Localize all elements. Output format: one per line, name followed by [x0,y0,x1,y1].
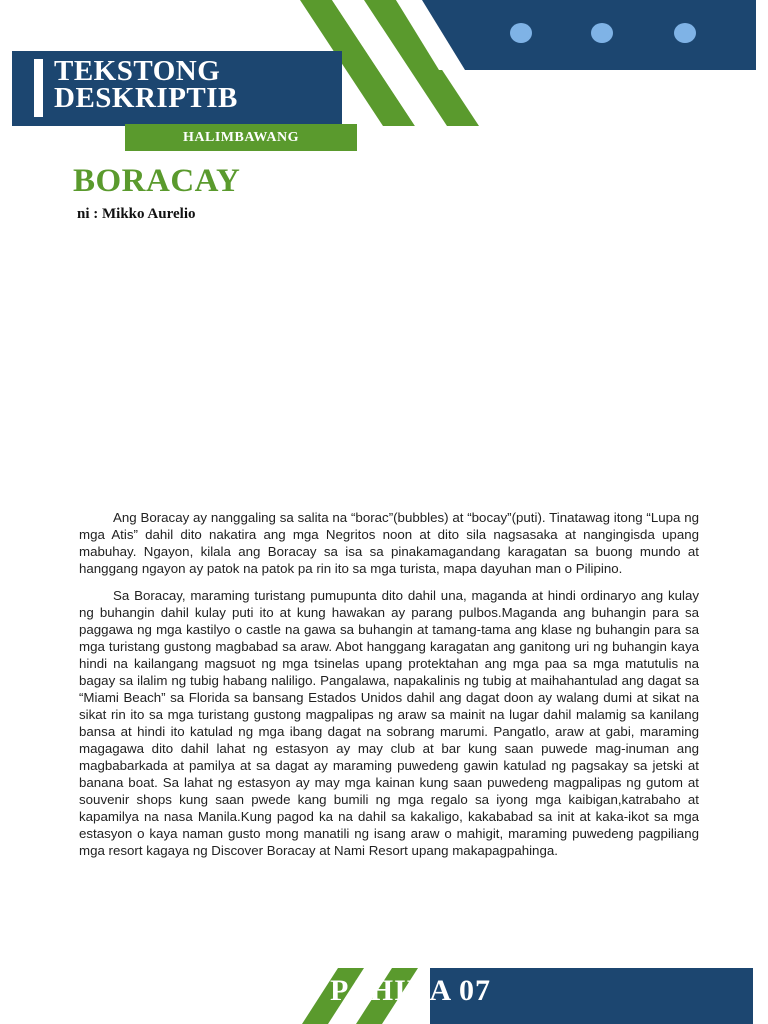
decorative-dot [591,23,613,43]
decorative-dot [510,23,532,43]
article-body [79,509,699,869]
document-title [54,55,238,114]
title-accent-bar [34,59,43,117]
article-title: BORACAY [73,163,241,199]
subtitle-banner [125,124,357,151]
article-paragraph: Sa Boracay, maraming turistang pumupunta dito dahil una, maganda at hindi ordinaryo ang kulay ng buhangin dahil kulay puti ito at kung hawakan ay parang pulbos.Maganda ang buhangin para sa paggawa ng mga kastilyo o castle na gawa sa buhangin at tamang-tama ang klase ng buhangin para sa mga turistang gustong magbabad sa araw. Abot hanggang karagatan ang ganitong uri ng buhangin kaya hindi na kailangang magsuot ng mga tsinelas upang protektahan ang mga paa sa mga matutulis na bagay sa ilalim ng tubig habang naliligo. Pangalawa, napakalinis ng tubig at maihahantulad ang dagat sa “Miami Beach” sa Florida sa bansang Estados Unidos dahil ang dagat doon ay walang dumi at sikat na sikat rin ito sa mga turistang gustong magpalipas ng araw sa mainit na lugar dahil malamig sa kanilang bansa at hindi ito katulad ng mga ibang dagat na sobrang marumi. Pangatlo, araw at gabi, maraming magagawa dito dahil lahat ng estasyon ay may club at bar kung saan puwede mag-inuman ang magbabarkada at pamilya at sa dagat ay maraming puwedeng gawin katulad ng pagsakay sa jetski at banana boat. Sa lahat ng estasyon ay may mga kainan kung saan puwedeng magpalipas ng gutom at souvenir shops kung saan pwede kang bumili ng mga regalo sa iyong mga kaibigan,katrabaho at kapamilya na nasa Manila.Kung pagod ka na dahil sa kakaligo, kakababad sa init at kaka-ikot sa mga estasyon o kaya naman gusto mong manatili ng isang araw o mahigit, maraming puwedeng pagpiliang mga resort kagaya ng Discover Boracay at Nami Resort upang makapagpahinga. [79,588,699,858]
article-paragraph: Ang Boracay ay nanggaling sa salita na “borac”(bubbles) at “bocay”(puti). Tinatawag itong “Lupa ng mga Atis” dahil dito nakatira ang mga Negritos noon at dito sila nagsasaka at nangingisda upang mabuhay. Ngayon, kilala ang Boracay sa isa sa pinakamagandang karagatan sa buong mundo at hanggang ngayon ay patok na patok pa rin ito sa mga turista, mapa dayuhan man o Pilipino. [79,510,699,576]
decorative-dot [674,23,696,43]
subtitle-text: HALIMBAWANG [183,129,299,145]
document-title-line: DESKRIPTIB [54,82,238,114]
article-byline: ni : Mikko Aurelio [77,206,196,222]
page-number-label: PAHINA 07 [330,974,491,1007]
document-title-line: TEKSTONG [54,55,221,87]
